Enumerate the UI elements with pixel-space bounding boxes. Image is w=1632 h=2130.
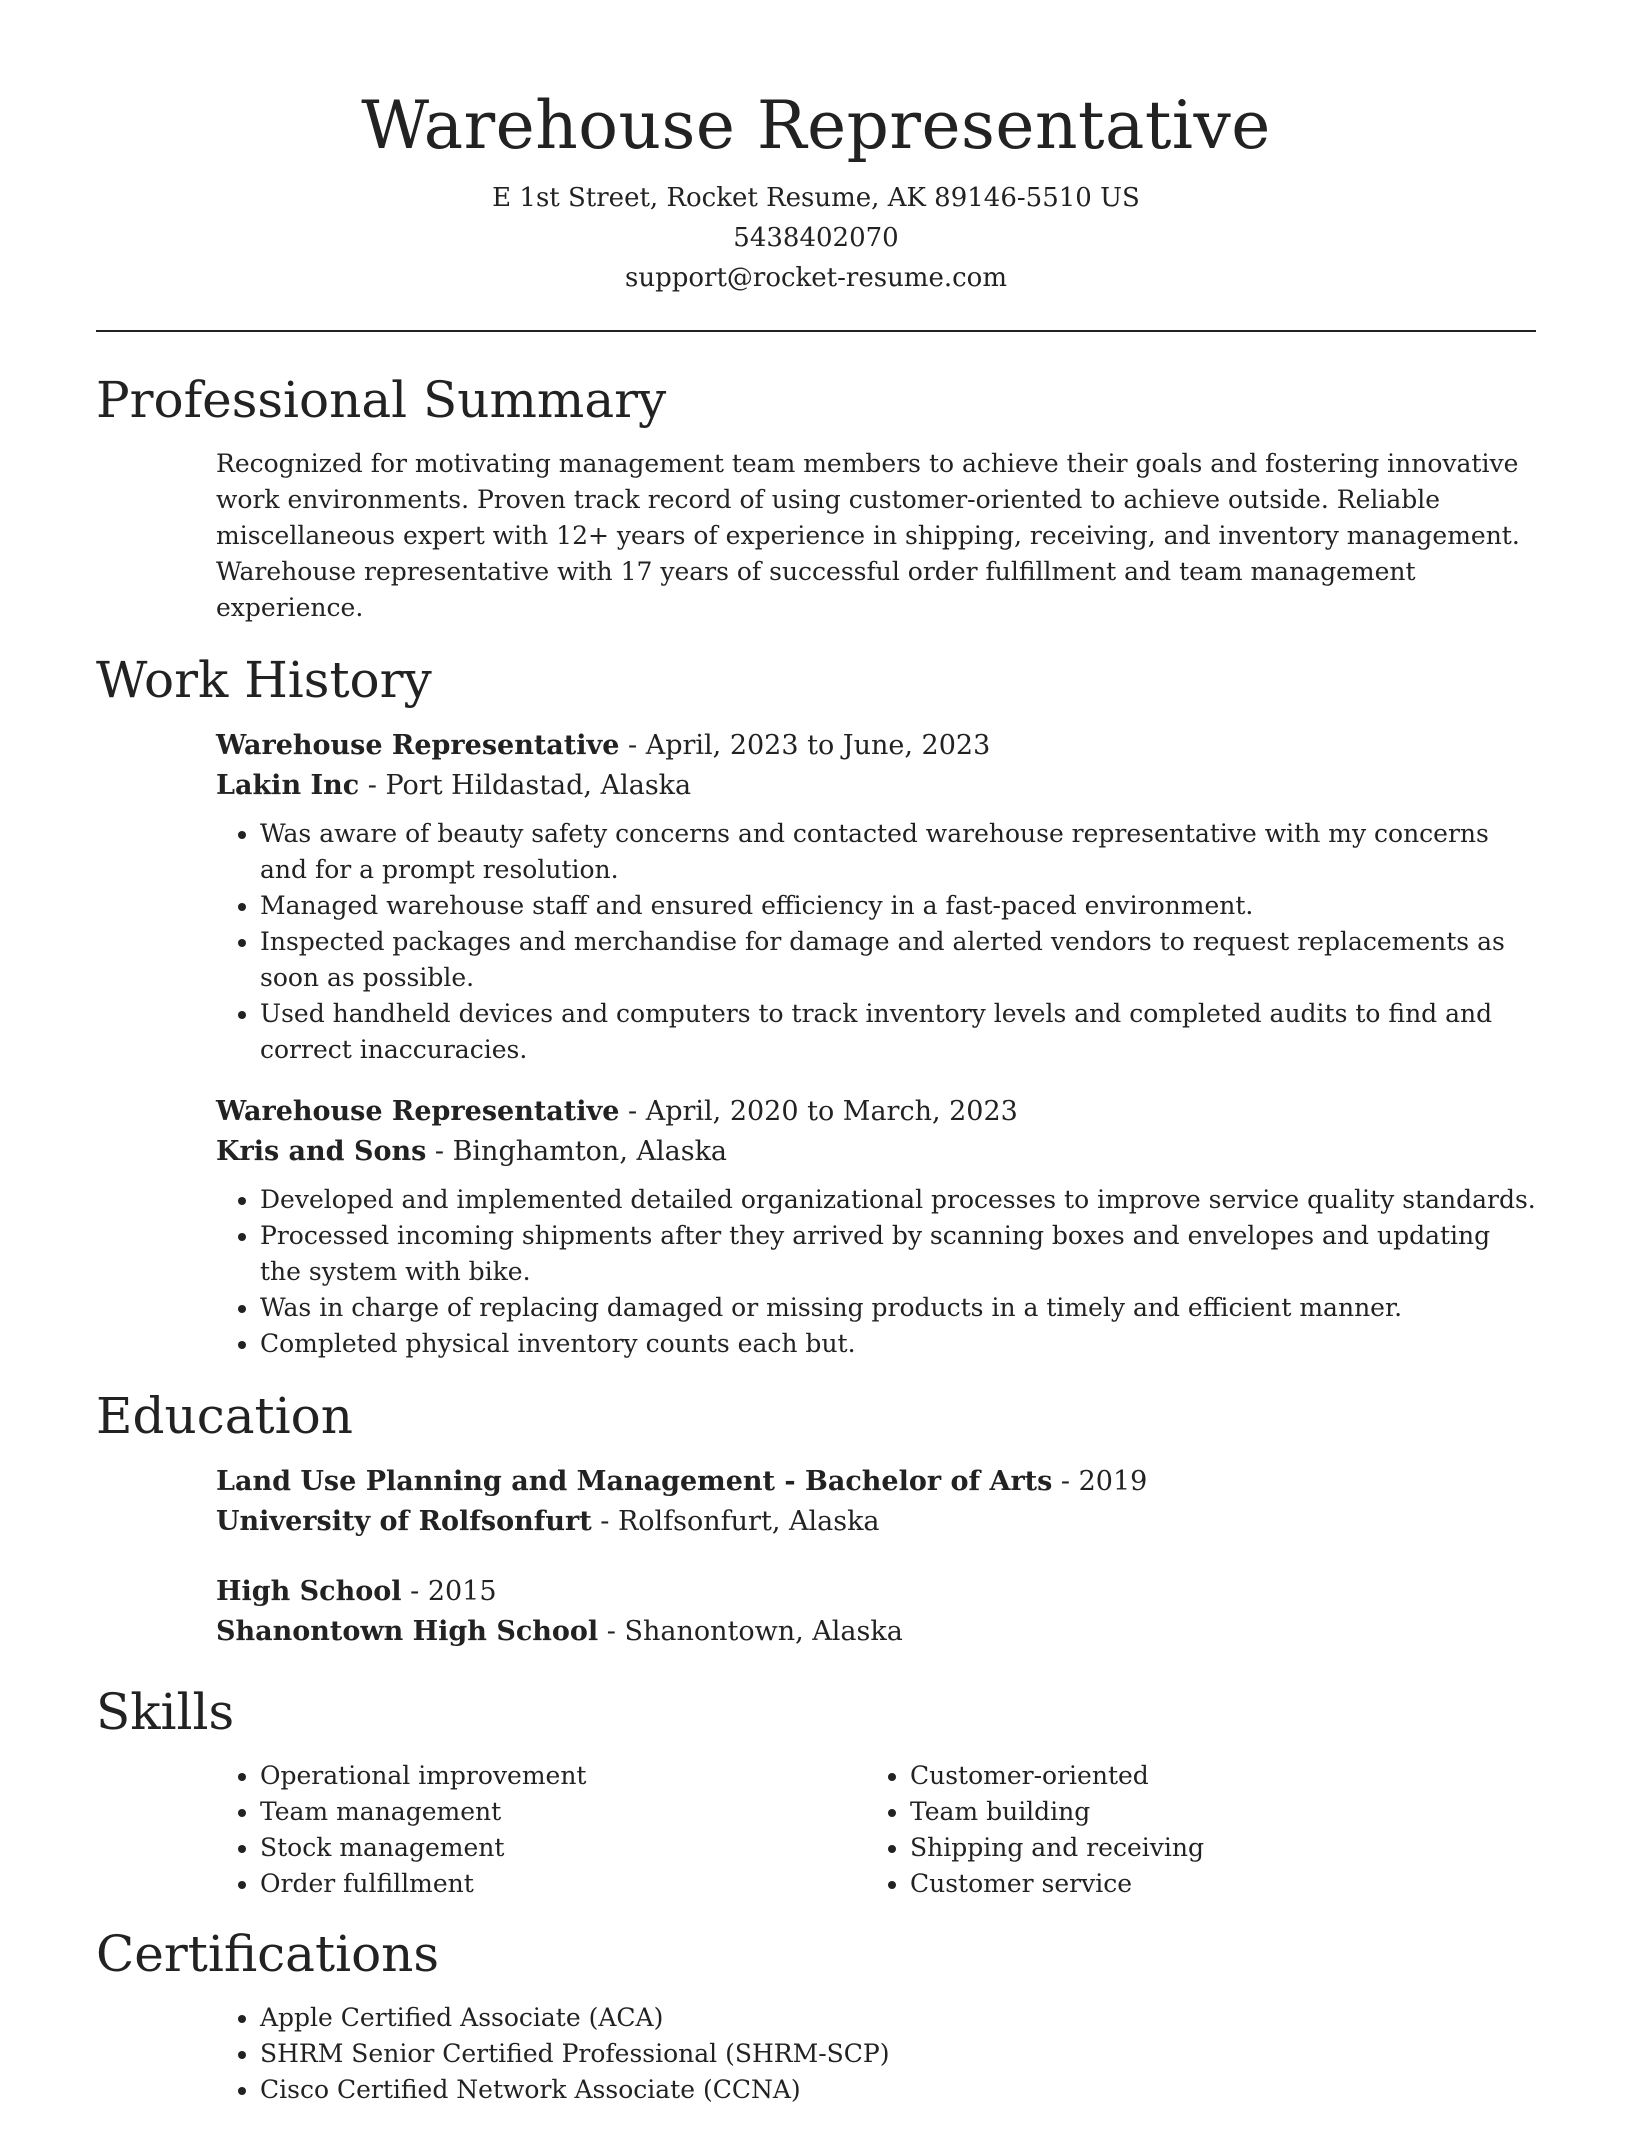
address: E 1st Street, Rocket Resume, AK 89146-5510 US bbox=[492, 183, 1140, 213]
job-dates: - April, 2020 to March, 2023 bbox=[619, 1096, 1018, 1127]
skills-section bbox=[96, 1682, 1536, 1902]
job-bullet: • Used handheld devices and computers to track inventory levels and completed audits to find and correct inaccuracies. bbox=[260, 996, 1536, 1068]
job-bullets bbox=[216, 1182, 1536, 1362]
school-name: University of Rolfsonfurt bbox=[216, 1506, 592, 1537]
summary-text: Recognized for motivating management team members to achieve their goals and fostering innovative work environments. Proven track record of using customer-oriented to achieve outside. Reliable miscellaneous expert with 12+ years of experience in shipping, receiving, and inventory management. Warehouse representative with 17 years of successful order fulfillment and team management experience. bbox=[216, 449, 1520, 622]
email-address: support@rocket-resume.com bbox=[624, 263, 1007, 293]
skill-item: • Team management bbox=[260, 1794, 866, 1830]
candidate-name: Warehouse Representative bbox=[361, 87, 1271, 164]
certifications-title: Certifications bbox=[96, 1925, 440, 1983]
work-history-section bbox=[96, 650, 1536, 1362]
school-name: Shanontown High School bbox=[216, 1616, 599, 1647]
degree-line bbox=[216, 1572, 1536, 1612]
skills-column-left bbox=[216, 1758, 866, 1902]
certification-list bbox=[216, 2000, 1536, 2108]
skill-item: • Shipping and receiving bbox=[910, 1830, 1516, 1866]
graduation-year: - 2015 bbox=[401, 1576, 497, 1607]
education-section bbox=[96, 1386, 1536, 1652]
job-bullet: • Managed warehouse staff and ensured efficiency in a fast-paced environment. bbox=[260, 888, 1536, 924]
degree-line bbox=[216, 1462, 1536, 1502]
skill-item: • Customer service bbox=[910, 1866, 1516, 1902]
resume-page bbox=[96, 0, 1536, 2130]
certification-item: • SHRM Senior Certified Professional (SHRM-SCP) bbox=[260, 2036, 1536, 2072]
school-location: - Shanontown, Alaska bbox=[598, 1616, 903, 1647]
school-line bbox=[216, 1612, 1536, 1652]
education-title: Education bbox=[96, 1387, 353, 1445]
job-role: Warehouse Representative bbox=[216, 1096, 620, 1127]
graduation-year: - 2019 bbox=[1052, 1466, 1148, 1497]
school-line bbox=[216, 1502, 1536, 1542]
job-bullet: • Processed incoming shipments after they arrived by scanning boxes and envelopes and updating the system with bike. bbox=[260, 1218, 1536, 1290]
summary-section bbox=[96, 370, 1536, 626]
job-location: - Binghamton, Alaska bbox=[426, 1136, 728, 1167]
skill-item: • Order fulfillment bbox=[260, 1866, 866, 1902]
school-location: - Rolfsonfurt, Alaska bbox=[591, 1506, 880, 1537]
header-divider bbox=[96, 330, 1536, 332]
job-entry bbox=[216, 1092, 1536, 1362]
skills-column-right bbox=[866, 1758, 1516, 1902]
job-company: Lakin Inc bbox=[216, 770, 360, 801]
job-company-line bbox=[216, 1132, 1536, 1172]
education-entry bbox=[216, 1572, 1536, 1652]
skill-item: • Operational improvement bbox=[260, 1758, 866, 1794]
summary-title: Professional Summary bbox=[96, 371, 667, 429]
job-company-line bbox=[216, 766, 1536, 806]
resume-header bbox=[96, 0, 1536, 298]
job-bullet: • Developed and implemented detailed organizational processes to improve service quality standards. bbox=[260, 1182, 1536, 1218]
job-bullet: • Was aware of beauty safety concerns and contacted warehouse representative with my concerns and for a prompt resolution. bbox=[260, 816, 1536, 888]
phone-number: 5438402070 bbox=[733, 223, 899, 253]
skills-columns bbox=[216, 1758, 1536, 1902]
job-bullets bbox=[216, 816, 1536, 1068]
job-role: Warehouse Representative bbox=[216, 730, 620, 761]
job-bullet: • Completed physical inventory counts each but. bbox=[260, 1326, 1536, 1362]
job-dates: - April, 2023 to June, 2023 bbox=[619, 730, 991, 761]
job-entry bbox=[216, 726, 1536, 1068]
certification-item: • Cisco Certified Network Associate (CCNA) bbox=[260, 2072, 1536, 2108]
job-company: Kris and Sons bbox=[216, 1136, 427, 1167]
education-entry bbox=[216, 1462, 1536, 1542]
skill-item: • Customer-oriented bbox=[910, 1758, 1516, 1794]
job-title-line bbox=[216, 726, 1536, 766]
degree: High School bbox=[216, 1576, 402, 1607]
skills-title: Skills bbox=[96, 1683, 235, 1741]
job-bullet: • Was in charge of replacing damaged or missing products in a timely and efficient manner. bbox=[260, 1290, 1536, 1326]
job-title-line bbox=[216, 1092, 1536, 1132]
certification-item: • Apple Certified Associate (ACA) bbox=[260, 2000, 1536, 2036]
degree: Land Use Planning and Management - Bachelor of Arts bbox=[216, 1466, 1053, 1497]
job-bullet: • Inspected packages and merchandise for damage and alerted vendors to request replacements as soon as possible. bbox=[260, 924, 1536, 996]
job-location: - Port Hildastad, Alaska bbox=[359, 770, 692, 801]
certifications-section bbox=[96, 1924, 1536, 2108]
skill-item: • Team building bbox=[910, 1794, 1516, 1830]
skill-item: • Stock management bbox=[260, 1830, 866, 1866]
work-history-title: Work History bbox=[96, 651, 432, 709]
